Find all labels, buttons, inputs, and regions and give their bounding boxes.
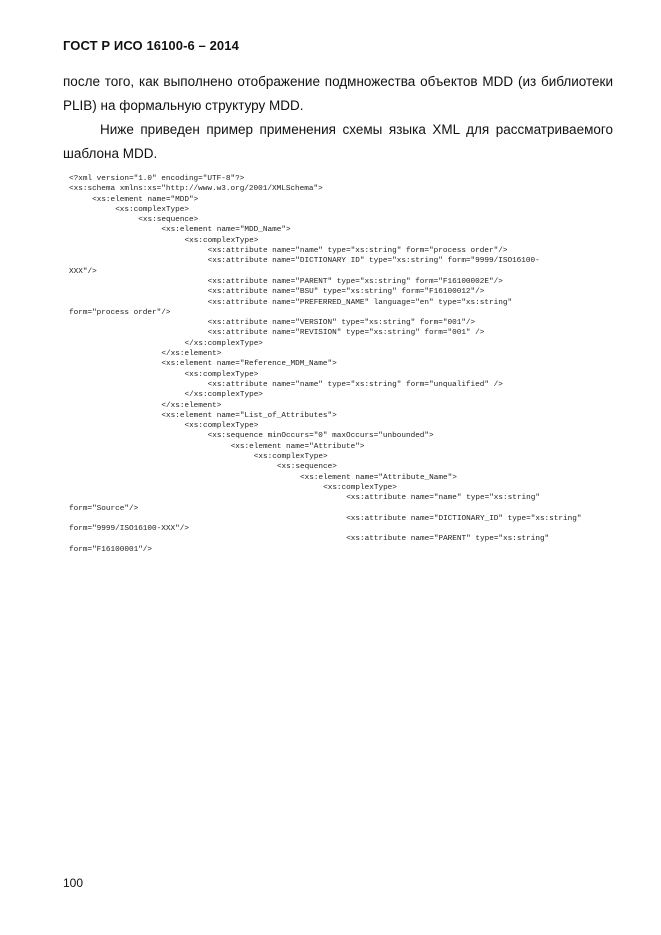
code-line: <xs:complexType> [184,370,259,379]
paragraph-intro: после того, как выполнено отображение подмножества объектов MDD (из библиотеки PLIB) на формальную структуру MDD. [63,74,613,113]
code-line: </xs:element> [161,401,222,410]
code-line: XXX"/> [69,267,97,276]
code-line: <xs:complexType> [253,453,328,462]
document-header: ГОСТ Р ИСО 16100-6 – 2014 [63,38,239,53]
code-line: <xs:schema xmlns:xs="http://www.w3.org/2001/XMLSchema"> [69,185,323,194]
code-line: form="process order"/> [69,308,171,317]
code-line: <xs:element name="Reference_MDM_Name"> [161,360,337,369]
code-line: <xs:sequence> [276,463,337,472]
code-line: <xs:complexType> [115,205,189,214]
code-line: <xs:sequence> [138,216,199,225]
code-line: <xs:attribute name="PARENT" type="xs:string" form="F16100002E"/> [207,277,503,286]
code-line: <xs:element name="Attribute"> [230,442,365,451]
code-line: </xs:complexType> [184,391,263,400]
code-line: form="Source"/> [69,504,139,513]
code-line: <xs:attribute name="name" type="xs:string" form="unqualified" /> [207,380,503,389]
code-line: <xs:complexType> [323,483,397,492]
code-line: <xs:attribute name="DICTIONARY ID" type="xs:string" form="9999/ISO16100- [207,257,540,266]
code-line: <xs:attribute name="name" type="xs:string" [346,494,540,503]
code-line: <xs:element name="MDD"> [92,195,199,204]
page-number: 100 [63,876,84,890]
code-line: <xs:element name="Attribute_Name"> [300,473,457,482]
code-line: form="9999/ISO16100-XXX"/> [69,525,189,534]
code-line: <xs:attribute name="REVISION" type="xs:string" form="001" /> [207,329,485,338]
xml-code-listing [69,174,629,555]
code-line: form="F16100001"/> [69,545,153,554]
code-line: <xs:attribute name="BSU" type="xs:string" form="F16100012"/> [207,288,485,297]
code-line: <xs:sequence minOccurs="0" maxOccurs="unbounded"> [207,432,434,441]
code-line: <xs:attribute name="VERSION" type="xs:string" form="001"/> [207,319,476,328]
code-line: <xs:attribute name="PREFERRED_NAME" language="en" type="xs:string" [207,298,513,307]
code-line: <xs:attribute name="name" type="xs:string" form="process order"/> [207,247,508,256]
code-line: <?xml version="1.0" encoding="UTF-8"?> [69,175,245,183]
code-line: </xs:complexType> [184,339,263,348]
code-line: <xs:attribute name="PARENT" type="xs:string" [346,535,550,544]
code-line: <xs:attribute name="DICTIONARY_ID" type="xs:string" [346,514,582,523]
code-line: <xs:complexType> [184,422,259,431]
code-line: </xs:element> [161,350,222,359]
paragraph-example-intro: Ниже приведен пример применения схемы языка XML для рассматриваемого шаблона MDD. [63,122,613,161]
code-line: <xs:complexType> [184,236,259,245]
code-line: <xs:element name="List_of_Attributes"> [161,411,337,420]
code-line: <xs:element name="MDD_Name"> [161,226,291,235]
